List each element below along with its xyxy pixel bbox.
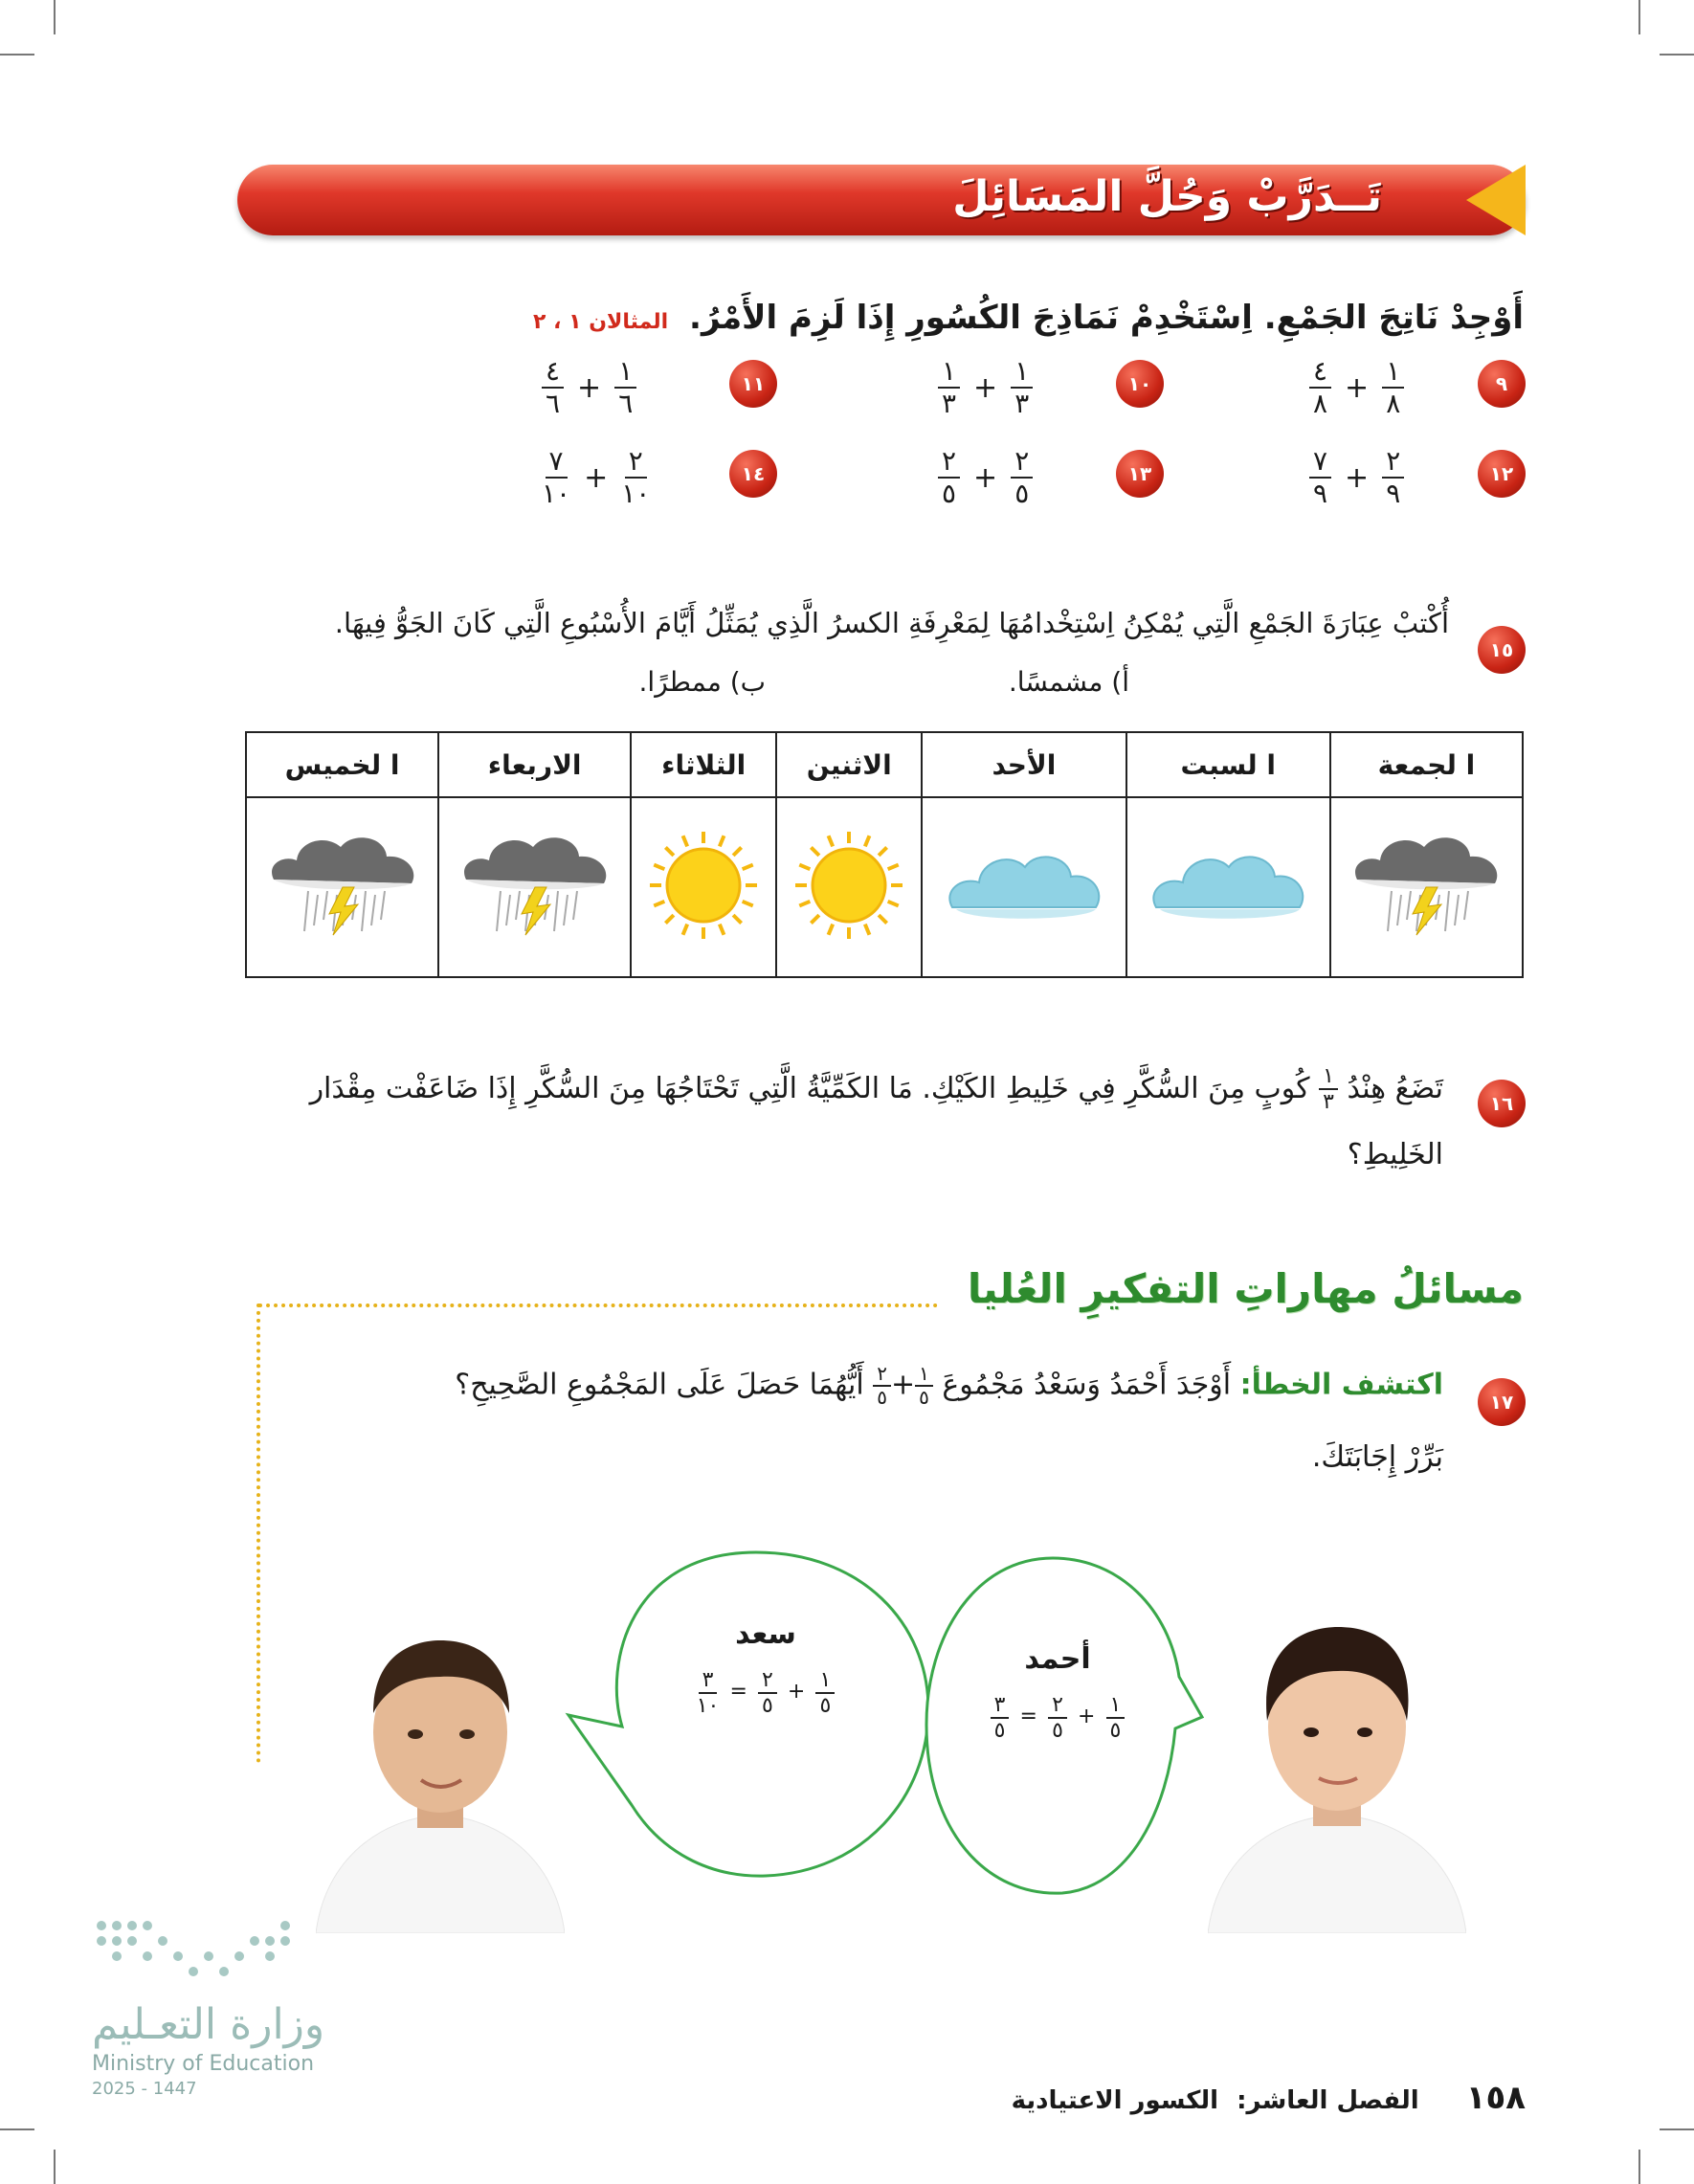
day-header: ا لخميس — [246, 732, 438, 797]
exercise-number: ١١ — [729, 360, 777, 408]
question-number: ١٥ — [1478, 626, 1526, 674]
chapter-title: الكسور الاعتيادية — [1011, 2086, 1219, 2115]
sun-icon — [646, 928, 761, 947]
ministry-logo-icon — [92, 1916, 302, 1993]
weather-cell — [438, 797, 631, 977]
weather-cell — [1126, 797, 1330, 977]
footer — [1012, 2079, 1526, 2117]
dotted-rule-vertical — [256, 1304, 260, 1763]
cloud-icon — [943, 914, 1105, 932]
exercise-number: ٩ — [1478, 360, 1526, 408]
day-header: ا لجمعة — [1330, 732, 1523, 797]
crop-mark — [0, 54, 34, 56]
ahmad-portrait — [1208, 1617, 1466, 1933]
fraction: $\frac{١}{٥}$ — [915, 1363, 933, 1409]
storm-icon — [1349, 928, 1503, 947]
day-header: الاربعاء — [438, 732, 631, 797]
weather-cell — [1330, 797, 1523, 977]
ministry-year: 2025 - 1447 — [92, 2079, 197, 2099]
question-17-start: أَوْجَدَ أَحْمَدُ وَسَعْدُ مَجْمُوعَ — [942, 1368, 1232, 1402]
dotted-rule — [258, 1304, 938, 1307]
weather-cell — [246, 797, 438, 977]
crop-mark — [1660, 54, 1694, 56]
sun-icon — [791, 928, 906, 947]
question-17-line2: بَرِّرْ إِجَابَتَكَ. — [1311, 1440, 1443, 1474]
question-16-middle: كُوبٍ مِنَ السُّكَّرِ فِي خَلِيطِ الكَيْكِ. مَا الكَمِّيَّةُ الَّتِي تَحْتَاجُهَا مِنَ السُّكَّرِ إِذَا ضَاعَفْت مِقْدَار — [309, 1071, 1310, 1105]
storm-icon — [266, 928, 419, 947]
storm-icon — [458, 928, 612, 947]
saad-equation: $\frac{٣}{١٠}$ = $\frac{٢}{٥}$ + $\frac{١}{٥}$ — [641, 1668, 890, 1719]
question-number: ١٧ — [1478, 1378, 1526, 1426]
question-16-line2: الخَلِيطِ؟ — [1347, 1138, 1443, 1171]
question-17-end: أَيُّهُمَا حَصَلَ عَلَى المَجْمُوعِ الصَّحِيحِ؟ — [455, 1368, 864, 1402]
days-header-row — [246, 732, 1523, 797]
exercise-expression: $\frac{١}{٣}$ + $\frac{١}{٣}$ — [938, 356, 1033, 419]
instructions-text: أَوْجِدْ نَاتِجَ الجَمْعِ. اِسْتَخْدِمْ نَمَاذِجَ الكُسُورِ إِذَا لَزِمَ الأَمْرُ. — [689, 299, 1524, 337]
question-17-text: اكتشف الخطأ: أَوْجَدَ أَحْمَدُ وَسَعْدُ مَجْمُوعَ $\frac{١}{٥}$ + $\frac{٢}{٥}$ أَيُّهُمَا حَصَلَ عَلَى المَجْمُوعِ الصَّحِيحِ؟ — [455, 1362, 1443, 1409]
question-15-part-a: أ) مشمسًا. — [1008, 666, 1129, 698]
exercise-number: ١٢ — [1478, 450, 1526, 498]
exercise-expression: $\frac{٧}{١٠}$ + $\frac{٢}{١٠}$ — [542, 445, 651, 510]
banner-title: تَــدَرَّبْ وَحُلَّ المَسَائِلَ — [952, 172, 1382, 221]
find-the-error-label: اكتشف الخطأ: — [1239, 1368, 1443, 1402]
ahmad-equation: $\frac{٣}{٥}$ = $\frac{٢}{٥}$ + $\frac{١}{٥}$ — [947, 1693, 1168, 1744]
day-header: ا لسبت — [1126, 732, 1330, 797]
saad-speech-bubble — [565, 1547, 947, 1891]
weather-cell — [922, 797, 1126, 977]
ahmad-name: أحمد — [1024, 1642, 1091, 1676]
saad-work — [641, 1617, 890, 1719]
question-15-part-b: ب) ممطرًا. — [638, 666, 766, 698]
saad-name: سعد — [735, 1617, 796, 1651]
fraction: $\frac{١}{٣}$ — [1319, 1064, 1338, 1115]
question-15-text: أُكْتبْ عِبَارَةَ الجَمْعِ الَّتِي يُمْكِنُ اِسْتِخْدامُهَا لِمَعْرِفَةِ الكسرُ الَّذِي يُمَثِّلُ أَيَّامَ الأُسْبُوعِ الَّتِي كَانَ الجَوُّ فِيهَا. — [334, 607, 1449, 639]
day-header: الثلاثاء — [631, 732, 776, 797]
weather-cell — [631, 797, 776, 977]
exercise-expression: $\frac{٧}{٩}$ + $\frac{٢}{٩}$ — [1309, 446, 1404, 509]
fraction: $\frac{٢}{٥}$ — [873, 1363, 891, 1409]
weather-table — [245, 731, 1524, 978]
exercise-expression: $\frac{٤}{٦}$ + $\frac{١}{٦}$ — [542, 356, 636, 419]
exercise-number: ١٣ — [1116, 450, 1164, 498]
crop-mark — [1660, 2128, 1694, 2130]
chapter-label: الفصل العاشر: — [1237, 2086, 1419, 2115]
crop-mark — [0, 2128, 34, 2130]
crop-mark — [1638, 0, 1640, 34]
page-number: ١٥٨ — [1465, 2079, 1526, 2117]
ahmad-work — [947, 1642, 1168, 1744]
exercise-expression: $\frac{٤}{٨}$ + $\frac{١}{٨}$ — [1309, 356, 1404, 419]
question-16-text — [310, 1064, 1443, 1115]
crop-mark — [54, 0, 56, 34]
exercise-number: ١٠ — [1116, 360, 1164, 408]
ministry-name-en: Ministry of Education — [92, 2052, 315, 2076]
hots-title: مسائلُ مهاراتِ التفكيرِ العُليا — [967, 1265, 1524, 1312]
day-header: الاثنين — [776, 732, 922, 797]
ministry-name-ar: وزارة التعـليم — [92, 2000, 325, 2049]
crop-mark — [1638, 2150, 1640, 2184]
question-number: ١٦ — [1478, 1080, 1526, 1127]
weather-icons-row — [246, 797, 1523, 977]
section-banner — [237, 165, 1526, 235]
instructions — [533, 299, 1524, 337]
day-header: الأحد — [922, 732, 1126, 797]
saad-portrait — [316, 1627, 565, 1933]
examples-reference: المثالان ١ ، ٢ — [533, 310, 669, 334]
cloud-icon — [1147, 914, 1309, 932]
weather-cell — [776, 797, 922, 977]
crop-mark — [54, 2150, 56, 2184]
question-16-start: تَضَعُ هِنْدُ — [1347, 1071, 1443, 1105]
exercise-expression: $\frac{٢}{٥}$ + $\frac{٢}{٥}$ — [938, 446, 1033, 509]
banner-arrow-icon — [1466, 165, 1526, 235]
exercise-number: ١٤ — [729, 450, 777, 498]
